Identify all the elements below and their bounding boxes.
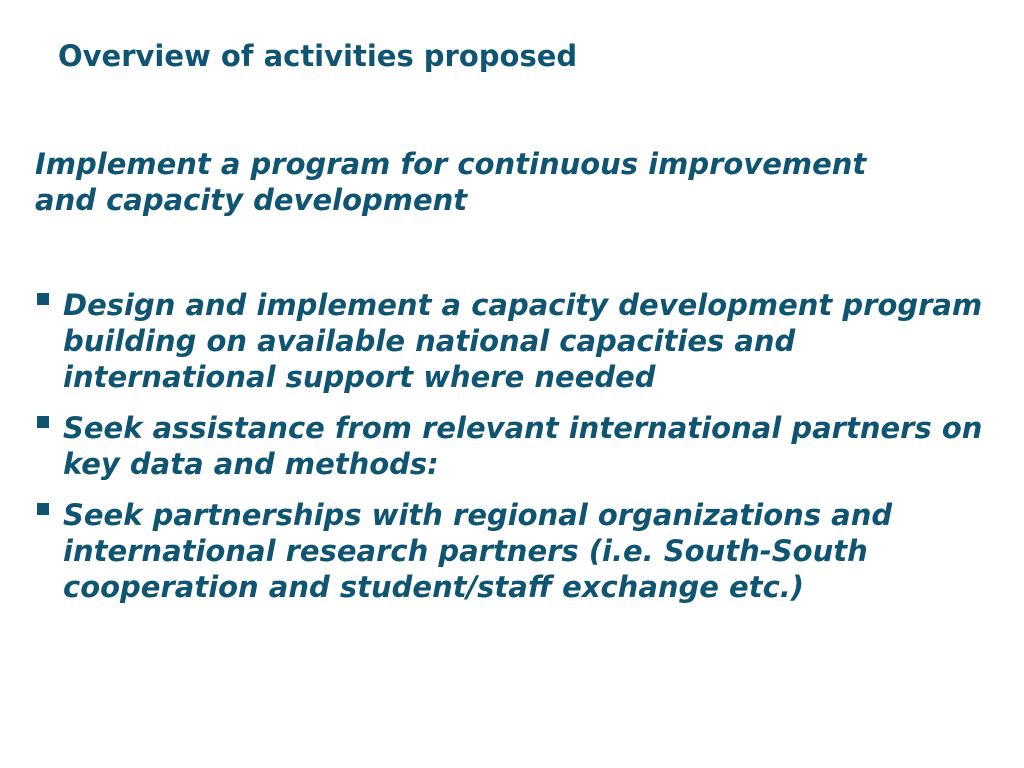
- bullet-item: [35, 410, 995, 482]
- bullet-list: [35, 287, 995, 620]
- bullet-text: Seek assistance from relevant international partners on key data and methods:: [63, 411, 983, 481]
- square-bullet-icon: [37, 293, 49, 305]
- bullet-item: [35, 497, 995, 605]
- bullet-text: Design and implement a capacity development program building on available national capacities and international support where needed: [63, 288, 983, 394]
- square-bullet-icon: [37, 503, 49, 515]
- slide-subtitle: Implement a program for continuous improvement and capacity development: [35, 147, 867, 217]
- square-bullet-icon: [37, 416, 49, 428]
- bullet-text: Seek partnerships with regional organizations and international research partners (i.e. South-South cooperation and student/staff exchange etc.): [63, 498, 893, 604]
- bullet-item: [35, 287, 995, 395]
- slide-title: Overview of activities proposed: [58, 39, 578, 73]
